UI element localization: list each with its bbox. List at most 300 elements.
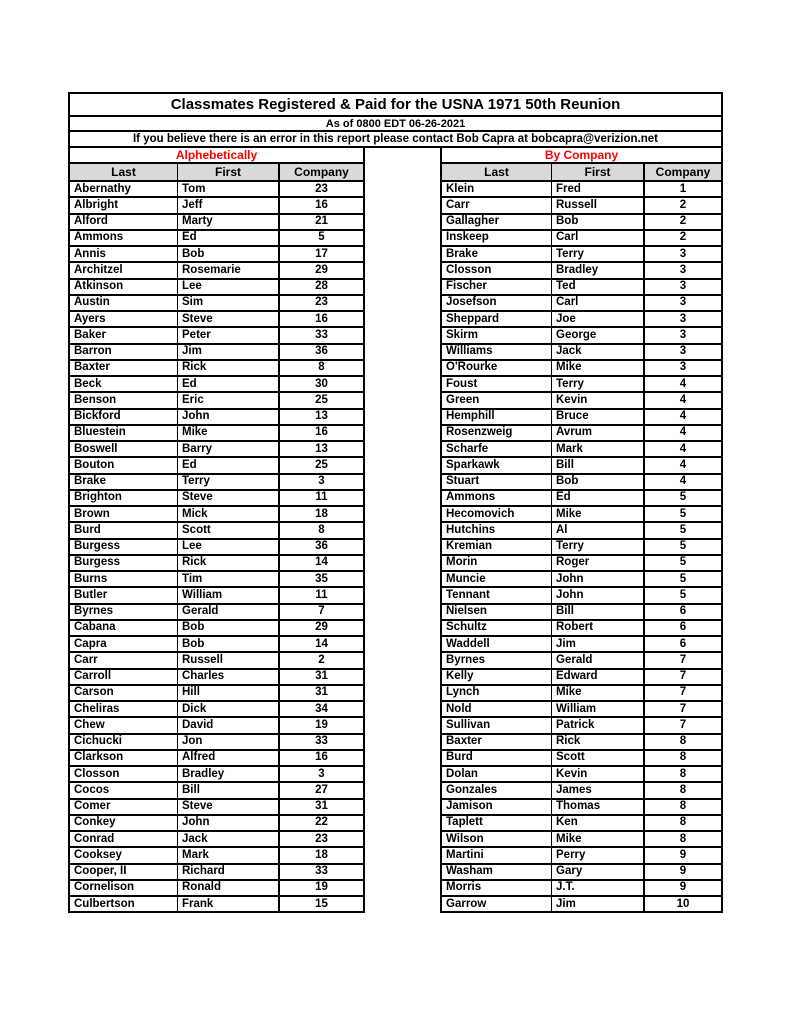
table-row [70, 735, 363, 751]
company-cell: 31 [315, 800, 328, 813]
company-cell: 3 [679, 328, 687, 341]
table-row [70, 686, 363, 702]
section-header-by-company: By Company [442, 148, 721, 164]
last-name-cell: Taplett [442, 816, 552, 830]
company-cell: 22 [315, 816, 328, 829]
first-name-cell: Frank [178, 897, 280, 911]
company-cell: 5 [679, 588, 687, 601]
last-name-cell: Baker [70, 328, 178, 342]
first-name-cell: Ed [178, 458, 280, 472]
last-name-cell: Byrnes [70, 605, 178, 619]
company-cell: 6 [679, 621, 687, 634]
last-name-cell: Baxter [442, 735, 552, 749]
table-row [70, 832, 363, 848]
company-cell: 23 [315, 296, 328, 309]
first-name-cell: Rick [552, 735, 645, 749]
table-row [442, 426, 721, 442]
company-cell: 31 [315, 670, 328, 683]
last-name-cell: Beck [70, 377, 178, 391]
table-row [442, 897, 721, 913]
last-name-cell: Dolan [442, 767, 552, 781]
first-name-cell: Mike [178, 426, 280, 440]
last-name-cell: Burd [442, 751, 552, 765]
column-header-first: First [552, 164, 645, 180]
company-cell: 8 [679, 783, 687, 796]
last-name-cell: Benson [70, 393, 178, 407]
first-name-cell: Lee [178, 280, 280, 294]
table-row [442, 507, 721, 523]
last-name-cell: Capra [70, 637, 178, 651]
first-name-cell: Ronald [178, 881, 280, 895]
company-cell: 11 [315, 491, 328, 504]
table-row [70, 475, 363, 491]
first-name-cell: Patrick [552, 718, 645, 732]
table-row [442, 702, 721, 718]
last-name-cell: Kelly [442, 670, 552, 684]
company-cell: 36 [315, 540, 328, 553]
table-row [70, 377, 363, 393]
table-row [442, 588, 721, 604]
last-name-cell: Chew [70, 718, 178, 732]
last-name-cell: Cocos [70, 783, 178, 797]
first-name-cell: Lee [178, 540, 280, 554]
last-name-cell: Bickford [70, 410, 178, 424]
company-cell: 5 [679, 491, 687, 504]
table-row [442, 572, 721, 588]
first-name-cell: Mark [552, 442, 645, 456]
last-name-cell: Carson [70, 686, 178, 700]
company-cell: 8 [679, 751, 687, 764]
last-name-cell: Muncie [442, 572, 552, 586]
first-name-cell: Gary [552, 865, 645, 879]
table-row [70, 605, 363, 621]
company-cell: 17 [315, 247, 328, 260]
first-name-cell: Sim [178, 296, 280, 310]
table-row [70, 263, 363, 279]
table-row [70, 296, 363, 312]
last-name-cell: Nold [442, 702, 552, 716]
section-header-alphabetical: Alphebetically [70, 148, 363, 164]
column-header-last: Last [70, 164, 178, 180]
last-name-cell: Cooper, II [70, 865, 178, 879]
first-name-cell: Jim [552, 637, 645, 651]
company-cell: 8 [679, 832, 687, 845]
last-name-cell: Cornelison [70, 881, 178, 895]
company-cell: 27 [315, 783, 328, 796]
last-name-cell: Ammons [70, 231, 178, 245]
last-name-cell: Morin [442, 556, 552, 570]
table-row [442, 783, 721, 799]
table-row [70, 848, 363, 864]
table-row [70, 247, 363, 263]
first-name-cell: Steve [178, 312, 280, 326]
company-cell: 6 [679, 637, 687, 650]
first-name-cell: Bob [552, 215, 645, 229]
company-cell: 4 [679, 410, 687, 423]
company-cell: 16 [315, 426, 328, 439]
table-row [442, 540, 721, 556]
company-cell: 3 [679, 312, 687, 325]
company-cell: 2 [679, 231, 687, 244]
company-cell: 7 [318, 605, 325, 618]
last-name-cell: Austin [70, 296, 178, 310]
last-name-cell: Morris [442, 881, 552, 895]
first-name-cell: John [178, 816, 280, 830]
company-cell: 8 [679, 816, 687, 829]
company-cell: 19 [315, 718, 328, 731]
first-name-cell: Jim [552, 897, 645, 911]
company-cell: 1 [679, 182, 687, 195]
table-row [442, 800, 721, 816]
company-cell: 3 [679, 361, 687, 374]
company-cell: 4 [679, 475, 687, 488]
alphabetical-table [68, 148, 365, 913]
company-cell: 10 [676, 897, 690, 910]
company-cell: 25 [315, 393, 328, 406]
table-row [70, 410, 363, 426]
last-name-cell: Foust [442, 377, 552, 391]
table-row [442, 556, 721, 572]
column-header-company: Company [655, 165, 711, 179]
last-name-cell: Josefson [442, 296, 552, 310]
table-row [70, 345, 363, 361]
first-name-cell: Ed [178, 231, 280, 245]
table-row [70, 800, 363, 816]
first-name-cell: Jon [178, 735, 280, 749]
company-cell: 7 [679, 670, 687, 683]
last-name-cell: Ammons [442, 491, 552, 505]
table-row [442, 377, 721, 393]
last-name-cell: Gallagher [442, 215, 552, 229]
first-name-cell: Rick [178, 556, 280, 570]
table-row [442, 653, 721, 669]
company-cell: 5 [679, 507, 687, 520]
table-row [70, 816, 363, 832]
company-cell: 5 [679, 556, 687, 569]
company-cell: 33 [315, 328, 328, 341]
first-name-cell: Bradley [178, 767, 280, 781]
company-cell: 21 [315, 215, 328, 228]
last-name-cell: Rosenzweig [442, 426, 552, 440]
alphabetical-table-body [70, 182, 363, 913]
company-cell: 29 [315, 263, 328, 276]
table-row [70, 523, 363, 539]
table-row [442, 605, 721, 621]
last-name-cell: Carroll [70, 670, 178, 684]
company-cell: 16 [315, 751, 328, 764]
table-row [442, 670, 721, 686]
company-cell: 8 [318, 361, 325, 374]
table-gap-spacer [365, 148, 440, 913]
column-header-last: Last [442, 164, 552, 180]
last-name-cell: Tennant [442, 588, 552, 602]
last-name-cell: Brake [442, 247, 552, 261]
table-row [442, 247, 721, 263]
company-cell: 2 [679, 215, 687, 228]
company-cell: 4 [679, 442, 687, 455]
tables-container [68, 148, 723, 913]
last-name-cell: Alford [70, 215, 178, 229]
first-name-cell: Mick [178, 507, 280, 521]
last-name-cell: Clarkson [70, 751, 178, 765]
table-row [442, 832, 721, 848]
last-name-cell: Wilson [442, 832, 552, 846]
column-header-first: First [178, 164, 280, 180]
last-name-cell: Baxter [70, 361, 178, 375]
last-name-cell: Skirm [442, 328, 552, 342]
table-row [442, 865, 721, 881]
last-name-cell: Williams [442, 345, 552, 359]
last-name-cell: Albright [70, 198, 178, 212]
last-name-cell: Schultz [442, 621, 552, 635]
table-row [70, 588, 363, 604]
company-cell: 4 [679, 377, 687, 390]
first-name-cell: Jeff [178, 198, 280, 212]
table-row [442, 280, 721, 296]
last-name-cell: Hecomovich [442, 507, 552, 521]
first-name-cell: Tim [178, 572, 280, 586]
company-cell: 5 [679, 572, 687, 585]
first-name-cell: Steve [178, 491, 280, 505]
company-cell: 9 [679, 881, 687, 894]
table-row [70, 702, 363, 718]
last-name-cell: Conkey [70, 816, 178, 830]
company-cell: 3 [318, 475, 325, 488]
last-name-cell: Martini [442, 848, 552, 862]
first-name-cell: Thomas [552, 800, 645, 814]
first-name-cell: Edward [552, 670, 645, 684]
first-name-cell: Gerald [178, 605, 280, 619]
first-name-cell: Charles [178, 670, 280, 684]
first-name-cell: Avrum [552, 426, 645, 440]
table-row [70, 491, 363, 507]
table-row [70, 231, 363, 247]
company-cell: 18 [315, 848, 328, 861]
company-cell: 30 [315, 377, 328, 390]
last-name-cell: Cabana [70, 621, 178, 635]
table-row [70, 783, 363, 799]
first-name-cell: Fred [552, 182, 645, 196]
first-name-cell: Kevin [552, 393, 645, 407]
last-name-cell: Klein [442, 182, 552, 196]
last-name-cell: Jamison [442, 800, 552, 814]
company-cell: 7 [679, 686, 687, 699]
first-name-cell: Bill [178, 783, 280, 797]
table-row [70, 198, 363, 214]
table-row [70, 182, 363, 198]
last-name-cell: Gonzales [442, 783, 552, 797]
first-name-cell: Ed [552, 491, 645, 505]
company-cell: 34 [315, 702, 328, 715]
last-name-cell: Boswell [70, 442, 178, 456]
first-name-cell: Rick [178, 361, 280, 375]
table-row [70, 572, 363, 588]
last-name-cell: Abernathy [70, 182, 178, 196]
last-name-cell: Atkinson [70, 280, 178, 294]
first-name-cell: Richard [178, 865, 280, 879]
last-name-cell: Bluestein [70, 426, 178, 440]
table-row [442, 637, 721, 653]
company-cell: 29 [315, 621, 328, 634]
last-name-cell: Burgess [70, 540, 178, 554]
company-cell: 5 [679, 523, 687, 536]
first-name-cell: Russell [178, 653, 280, 667]
last-name-cell: Conrad [70, 832, 178, 846]
company-cell: 9 [679, 865, 687, 878]
first-name-cell: Eric [178, 393, 280, 407]
company-cell: 35 [315, 572, 328, 585]
table-row [70, 897, 363, 913]
first-name-cell: Ken [552, 816, 645, 830]
last-name-cell: Comer [70, 800, 178, 814]
table-row [70, 540, 363, 556]
company-cell: 31 [315, 686, 328, 699]
company-cell: 11 [315, 588, 328, 601]
last-name-cell: Scharfe [442, 442, 552, 456]
first-name-cell: Terry [178, 475, 280, 489]
table-row [70, 621, 363, 637]
table-row [442, 198, 721, 214]
company-cell: 9 [679, 848, 687, 861]
table-row [70, 361, 363, 377]
alphabetical-column-header-row [70, 164, 363, 182]
table-row [70, 653, 363, 669]
first-name-cell: Perry [552, 848, 645, 862]
last-name-cell: Closson [70, 767, 178, 781]
company-cell: 2 [679, 198, 687, 211]
company-cell: 33 [315, 735, 328, 748]
last-name-cell: Burgess [70, 556, 178, 570]
table-row [442, 393, 721, 409]
table-row [442, 312, 721, 328]
company-cell: 3 [318, 767, 325, 780]
first-name-cell: Barry [178, 442, 280, 456]
company-cell: 18 [315, 507, 328, 520]
company-cell: 3 [679, 263, 687, 276]
company-cell: 6 [679, 605, 687, 618]
first-name-cell: Jack [552, 345, 645, 359]
table-row [70, 865, 363, 881]
last-name-cell: Cheliras [70, 702, 178, 716]
first-name-cell: John [552, 572, 645, 586]
table-row [70, 751, 363, 767]
first-name-cell: Bob [552, 475, 645, 489]
first-name-cell: Peter [178, 328, 280, 342]
first-name-cell: Jack [178, 832, 280, 846]
company-cell: 5 [679, 540, 687, 553]
first-name-cell: Kevin [552, 767, 645, 781]
first-name-cell: Bob [178, 637, 280, 651]
table-row [442, 442, 721, 458]
table-row [442, 621, 721, 637]
first-name-cell: Mike [552, 361, 645, 375]
first-name-cell: Marty [178, 215, 280, 229]
table-row [442, 231, 721, 247]
company-cell: 8 [679, 735, 687, 748]
by-company-table-body [442, 182, 721, 913]
first-name-cell: Mike [552, 507, 645, 521]
last-name-cell: Sullivan [442, 718, 552, 732]
table-row [442, 735, 721, 751]
first-name-cell: Ed [178, 377, 280, 391]
first-name-cell: John [552, 588, 645, 602]
company-cell: 23 [315, 832, 328, 845]
first-name-cell: Mark [178, 848, 280, 862]
first-name-cell: Jim [178, 345, 280, 359]
last-name-cell: Garrow [442, 897, 552, 911]
company-cell: 13 [315, 410, 328, 423]
company-cell: 28 [315, 280, 328, 293]
table-row [442, 296, 721, 312]
first-name-cell: Carl [552, 296, 645, 310]
first-name-cell: Gerald [552, 653, 645, 667]
table-row [442, 475, 721, 491]
company-cell: 16 [315, 312, 328, 325]
first-name-cell: Alfred [178, 751, 280, 765]
table-row [442, 751, 721, 767]
company-cell: 16 [315, 198, 328, 211]
company-cell: 23 [315, 182, 328, 195]
company-cell: 3 [679, 345, 687, 358]
table-row [442, 848, 721, 864]
table-row [70, 718, 363, 734]
first-name-cell: Bruce [552, 410, 645, 424]
company-cell: 3 [679, 280, 687, 293]
last-name-cell: Hutchins [442, 523, 552, 537]
first-name-cell: J.T. [552, 881, 645, 895]
table-row [442, 816, 721, 832]
last-name-cell: Cichucki [70, 735, 178, 749]
table-row [70, 312, 363, 328]
table-row [442, 491, 721, 507]
company-cell: 3 [679, 296, 687, 309]
first-name-cell: Terry [552, 540, 645, 554]
company-cell: 8 [679, 800, 687, 813]
last-name-cell: Hemphill [442, 410, 552, 424]
company-cell: 3 [679, 247, 687, 260]
company-cell: 33 [315, 865, 328, 878]
first-name-cell: Al [552, 523, 645, 537]
table-row [70, 215, 363, 231]
company-cell: 13 [315, 442, 328, 455]
table-row [442, 523, 721, 539]
table-row [70, 670, 363, 686]
first-name-cell: David [178, 718, 280, 732]
table-row [70, 881, 363, 897]
report-sheet [68, 92, 723, 913]
first-name-cell: Carl [552, 231, 645, 245]
table-row [442, 361, 721, 377]
last-name-cell: Carr [442, 198, 552, 212]
first-name-cell: Roger [552, 556, 645, 570]
last-name-cell: Barron [70, 345, 178, 359]
table-row [70, 767, 363, 783]
last-name-cell: Green [442, 393, 552, 407]
last-name-cell: Kremian [442, 540, 552, 554]
last-name-cell: Annis [70, 247, 178, 261]
first-name-cell: Bill [552, 458, 645, 472]
table-row [70, 426, 363, 442]
table-row [442, 881, 721, 897]
last-name-cell: O'Rourke [442, 361, 552, 375]
last-name-cell: Fischer [442, 280, 552, 294]
last-name-cell: Culbertson [70, 897, 178, 911]
report-title: Classmates Registered & Paid for the USNA 1971 50th Reunion [68, 92, 723, 117]
as-of-timestamp: As of 0800 EDT 06-26-2021 [68, 117, 723, 132]
first-name-cell: Bob [178, 247, 280, 261]
company-cell: 5 [318, 231, 325, 244]
table-row [442, 328, 721, 344]
